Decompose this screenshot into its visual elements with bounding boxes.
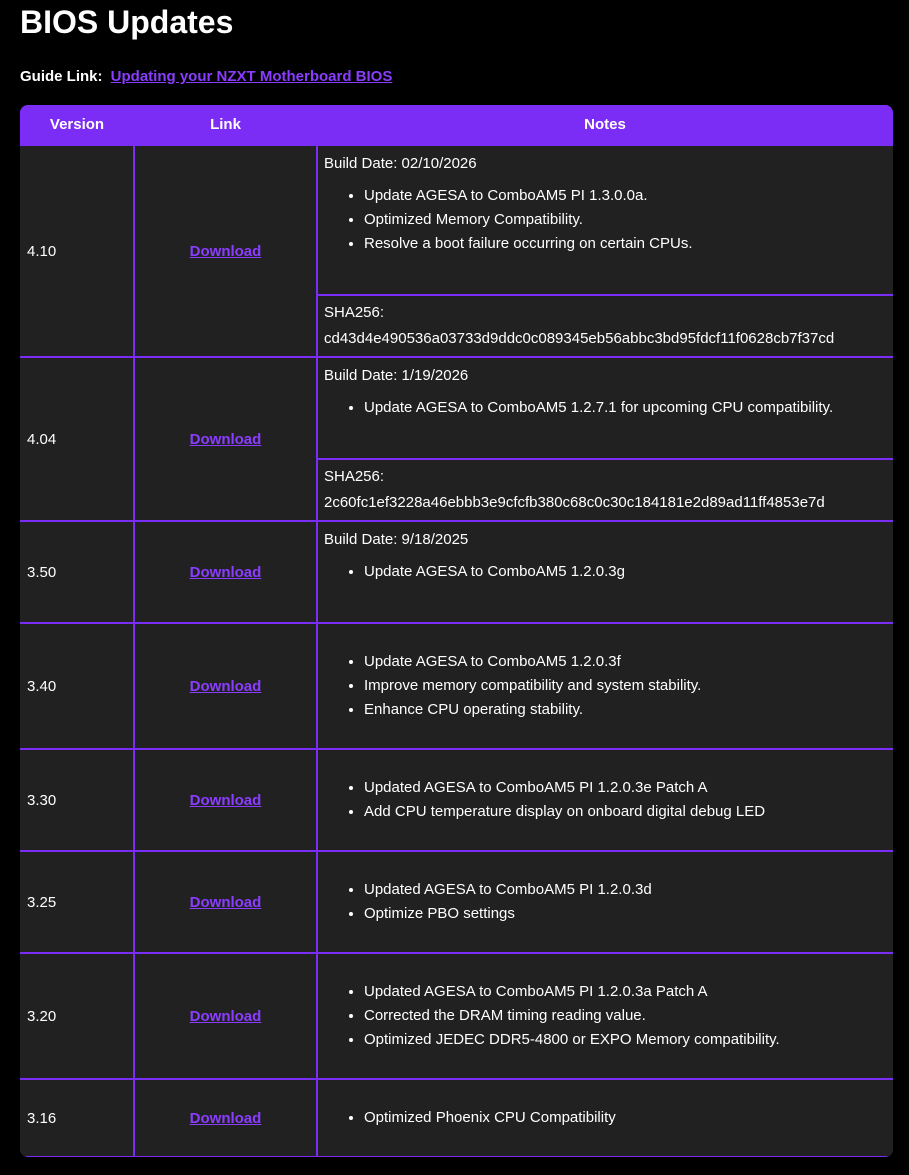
list-item: • Optimize PBO settings [364, 902, 887, 926]
version-cell: 4.04 [20, 357, 134, 521]
version-cell: 3.50 [20, 521, 134, 623]
list-item: • Optimized Phoenix CPU Compatibility [364, 1106, 887, 1130]
download-link[interactable]: Download [189, 677, 262, 695]
table-row [20, 521, 893, 623]
table-header-row [20, 105, 893, 145]
notes-cell [317, 1079, 893, 1156]
list-item: • Updated AGESA to ComboAM5 PI 1.2.0.3e Patch A [364, 776, 887, 800]
download-link[interactable]: Download [189, 430, 262, 448]
sha-cell [317, 459, 893, 521]
guide-link-row [20, 67, 392, 87]
notes-list [324, 396, 887, 420]
list-item: • Update AGESA to ComboAM5 1.2.0.3g [364, 560, 887, 584]
build-date: Build Date: 02/10/2026 [324, 155, 477, 172]
link-cell [134, 953, 317, 1079]
page-title: BIOS Updates [20, 4, 234, 40]
list-item: • Corrected the DRAM timing reading value. [364, 1004, 887, 1028]
version-cell: 4.10 [20, 145, 134, 357]
notes-cell [317, 851, 893, 953]
notes-cell [317, 145, 893, 295]
table-row [20, 851, 893, 953]
notes-list [324, 650, 887, 722]
version-cell: 3.40 [20, 623, 134, 749]
list-item: • Update AGESA to ComboAM5 PI 1.3.0.0a. [364, 184, 887, 208]
link-cell [134, 357, 317, 521]
table-row [20, 953, 893, 1079]
notes-cell [317, 623, 893, 749]
table-row [20, 749, 893, 851]
sha-label: SHA256: [324, 304, 385, 321]
table-row [20, 623, 893, 749]
version-column-header: Version [20, 105, 134, 145]
table-row [20, 145, 893, 295]
list-item: • Updated AGESA to ComboAM5 PI 1.2.0.3d [364, 878, 887, 902]
notes-list [324, 980, 887, 1052]
notes-list [324, 560, 887, 584]
link-cell [134, 1079, 317, 1156]
version-cell: 3.16 [20, 1079, 134, 1156]
bios-updates-table [20, 105, 893, 1156]
bios-updates-table-container [20, 105, 893, 1157]
sha-label: SHA256: [324, 468, 385, 485]
download-link[interactable]: Download [189, 893, 262, 911]
link-cell [134, 749, 317, 851]
table-row [20, 357, 893, 459]
download-link[interactable]: Download [189, 1007, 262, 1025]
version-cell: 3.20 [20, 953, 134, 1079]
list-item: • Update AGESA to ComboAM5 1.2.0.3f [364, 650, 887, 674]
list-item: • Update AGESA to ComboAM5 1.2.7.1 for upcoming CPU compatibility. [364, 396, 887, 420]
guide-link[interactable]: Updating your NZXT Motherboard BIOS [110, 68, 393, 85]
download-link[interactable]: Download [189, 563, 262, 581]
version-cell: 3.25 [20, 851, 134, 953]
download-link[interactable]: Download [189, 242, 262, 260]
sha-value: cd43d4e490536a03733d9ddc0c089345eb56abbc3bd95fdcf11f0628cb7f37cd [324, 330, 835, 347]
list-item: • Enhance CPU operating stability. [364, 698, 887, 722]
list-item: • Add CPU temperature display on onboard digital debug LED [364, 800, 887, 824]
notes-column-header: Notes [317, 105, 893, 145]
list-item: • Optimized JEDEC DDR5-4800 or EXPO Memory compatibility. [364, 1028, 887, 1052]
notes-list [324, 1106, 887, 1130]
sha-cell [317, 295, 893, 357]
notes-list [324, 776, 887, 824]
notes-cell [317, 521, 893, 623]
download-link[interactable]: Download [189, 791, 262, 809]
list-item: • Optimized Memory Compatibility. [364, 208, 887, 232]
notes-cell [317, 953, 893, 1079]
link-column-header: Link [134, 105, 317, 145]
link-cell [134, 521, 317, 623]
notes-cell [317, 357, 893, 459]
build-date: Build Date: 1/19/2026 [324, 367, 469, 384]
list-item: • Improve memory compatibility and system stability. [364, 674, 887, 698]
guide-link-label: Guide Link: [20, 68, 103, 85]
sha-value: 2c60fc1ef3228a46ebbb3e9cfcfb380c68c0c30c184181e2d89ad11ff4853e7d [324, 494, 825, 511]
notes-list [324, 878, 887, 926]
notes-list [324, 184, 887, 256]
link-cell [134, 623, 317, 749]
version-cell: 3.30 [20, 749, 134, 851]
download-link[interactable]: Download [189, 1109, 262, 1127]
notes-cell [317, 749, 893, 851]
build-date: Build Date: 9/18/2025 [324, 531, 469, 548]
link-cell [134, 145, 317, 357]
link-cell [134, 851, 317, 953]
list-item: • Resolve a boot failure occurring on certain CPUs. [364, 232, 887, 256]
table-row [20, 1079, 893, 1156]
list-item: • Updated AGESA to ComboAM5 PI 1.2.0.3a Patch A [364, 980, 887, 1004]
